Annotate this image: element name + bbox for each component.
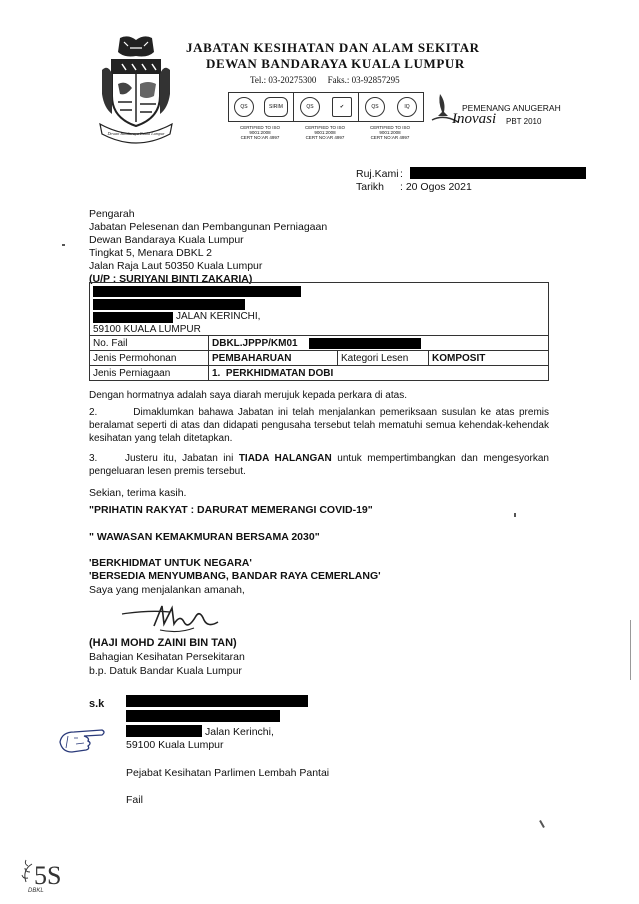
- quality-system-icon: QS: [365, 97, 385, 117]
- iso-cert-box-1: [228, 92, 294, 122]
- redacted-file-no: [309, 338, 421, 349]
- iso-cert-box-3: [358, 92, 424, 122]
- paragraph-1: Dengan hormatnya adalah saya diarah merujuk kepada perkara di atas.: [89, 390, 407, 401]
- attention-line: (U/P : SURIYANI BINTI ZAKARIA): [89, 273, 253, 285]
- quality-system-icon: QS: [300, 97, 320, 117]
- no-fail-label: No. Fail: [90, 336, 209, 351]
- award-line1: PEMENANG ANUGERAH: [462, 103, 561, 113]
- table-row: [90, 366, 549, 381]
- redacted-cc-name: [126, 695, 308, 707]
- dept-title-line2: DEWAN BANDARAYA KUALA LUMPUR: [206, 56, 465, 71]
- recipient-line-5: Jalan Raja Laut 50350 Kuala Lumpur: [89, 260, 263, 272]
- cert-caption-2: CERTIFIED TO ISO 9001:2008 CERT NO:AR 4997: [304, 125, 345, 140]
- pointing-hand-icon: [56, 722, 108, 760]
- table-row: [90, 283, 549, 336]
- 5s-logo: [16, 852, 72, 894]
- ruj-kami-label: Ruj.Kami: [356, 168, 399, 180]
- recipient-line-3: Dewan Bandaraya Kuala Lumpur: [89, 234, 244, 246]
- paragraph-3-text-post: untuk mempertimbangkan dan mengesyorkan pengeluaran lesen premis tersebut.: [89, 453, 549, 477]
- slogan-berkhidmat: 'BERKHIDMAT UNTUK NEGARA': [89, 557, 252, 569]
- signatory-name: (HAJI MOHD ZAINI BIN TAN): [89, 637, 237, 649]
- dbkl-crest-logo: [98, 34, 174, 146]
- cc-street: Jalan Kerinchi,: [205, 726, 274, 738]
- redacted-cc-lot: [126, 710, 280, 722]
- cert-caption-1: CERTIFIED TO ISO 9001:2008 CERT NO:AR 4997: [239, 125, 280, 140]
- iso-cert-box-2: [293, 92, 359, 122]
- closing-line: Sekian, terima kasih.: [89, 487, 187, 499]
- handwritten-signature: [118, 600, 228, 640]
- redacted-premise-name: [93, 286, 301, 297]
- premise-street: JALAN KERINCHI,: [176, 311, 261, 322]
- dept-title-line1: JABATAN KESIHATAN DAN ALAM SEKITAR: [186, 40, 480, 55]
- tel-number: Tel.: 03-20275300: [250, 75, 317, 85]
- recipient-line-1: Pengarah: [89, 208, 135, 220]
- redacted-premise-no: [93, 312, 173, 323]
- scan-speck: [539, 820, 545, 828]
- cc-city: 59100 Kuala Lumpur: [126, 739, 224, 751]
- signatory-dept: Bahagian Kesihatan Persekitaran: [89, 651, 245, 663]
- paragraph-3-text-pre: Justeru itu, Jabatan ini: [124, 453, 239, 464]
- paragraph-2-text: Dimaklumkan bahawa Jabatan ini telah menjalankan pemeriksaan susulan ke atas premis beralamat seperti di atas dan didapati pengusaha tersebut telah mematuhi semua kehendak-kehendak kesihatan yang telah ditetapkan.: [89, 407, 549, 444]
- cert-caption-3: CERTIFIED TO ISO 9001:2008 CERT NO:AR 4997: [369, 125, 410, 140]
- jenis-permohonan-label: Jenis Permohonan: [90, 351, 209, 366]
- ruj-colon: :: [400, 168, 403, 180]
- paragraph-3-number: 3.: [89, 453, 98, 464]
- crest-ribbon-text: Dewan Bandaraya Kuala Lumpur: [107, 131, 165, 136]
- 5s-logo-subtext: DBKL: [28, 888, 44, 894]
- slogan-wawasan: " WAWASAN KEMAKMURAN BERSAMA 2030": [89, 531, 320, 543]
- no-fail-value: DBKL.JPPP/KM01: [212, 337, 298, 349]
- amanah-line: Saya yang menjalankan amanah,: [89, 584, 245, 596]
- no-fail-value-cell: [209, 336, 549, 351]
- redacted-premise-lot: [93, 299, 245, 310]
- award-line2: PBT 2010: [506, 117, 542, 126]
- redacted-cc-no: [126, 725, 202, 737]
- kategori-lesen-value: KOMPOSIT: [429, 351, 549, 366]
- premise-city: 59100 KUALA LUMPUR: [93, 324, 201, 335]
- jenis-permohonan-value: PEMBAHARUAN: [209, 351, 338, 366]
- recipient-line-2: Jabatan Pelesenan dan Pembangunan Perniagaan: [89, 221, 328, 233]
- kategori-lesen-label: Kategori Lesen: [338, 351, 429, 366]
- paragraph-2-number: 2.: [89, 407, 98, 418]
- paragraph-3-emphasis: TIADA HALANGAN: [238, 453, 332, 464]
- contact-numbers: [250, 75, 400, 85]
- paragraph-2: [89, 406, 549, 445]
- premise-info-table: [89, 282, 549, 381]
- fax-number: Faks.: 03-92857295: [327, 75, 400, 85]
- recipient-line-4: Tingkat 5, Menara DBKL 2: [89, 247, 212, 259]
- slogan-bersedia: 'BERSEDIA MENYUMBANG, BANDAR RAYA CEMERLANG': [89, 570, 381, 582]
- checkmark-cert-icon: ✔: [332, 97, 352, 117]
- premise-address-cell: [90, 283, 549, 336]
- quality-system-icon: QS: [234, 97, 254, 117]
- 5s-logo-text: 5S: [34, 861, 62, 890]
- slogan-prihatin: "PRIHATIN RAKYAT : DARURAT MEMERANGI COVID-19": [89, 504, 373, 516]
- table-row: [90, 336, 549, 351]
- tarikh-label: Tarikh: [356, 181, 385, 193]
- cc-label: s.k: [89, 698, 105, 710]
- iqnet-icon: IQ: [397, 97, 417, 117]
- sirim-icon: SIRIM: [264, 97, 288, 117]
- scan-speck: [62, 244, 65, 246]
- paragraph-3: [89, 452, 549, 478]
- scan-speck: [514, 513, 516, 517]
- jenis-perniagaan-label: Jenis Perniagaan: [90, 366, 209, 381]
- jenis-perniagaan-value: 1. PERKHIDMATAN DOBI: [209, 366, 549, 381]
- cc-fail: Fail: [126, 794, 143, 806]
- cc-office: Pejabat Kesihatan Parlimen Lembah Pantai: [126, 767, 330, 779]
- redacted-reference: [410, 167, 586, 179]
- signatory-bp: b.p. Datuk Bandar Kuala Lumpur: [89, 665, 242, 677]
- table-row: [90, 351, 549, 366]
- tarikh-value: : 20 Ogos 2021: [400, 181, 472, 193]
- award-inovasi: Inovasi: [452, 111, 497, 127]
- scan-edge-line: [630, 620, 631, 680]
